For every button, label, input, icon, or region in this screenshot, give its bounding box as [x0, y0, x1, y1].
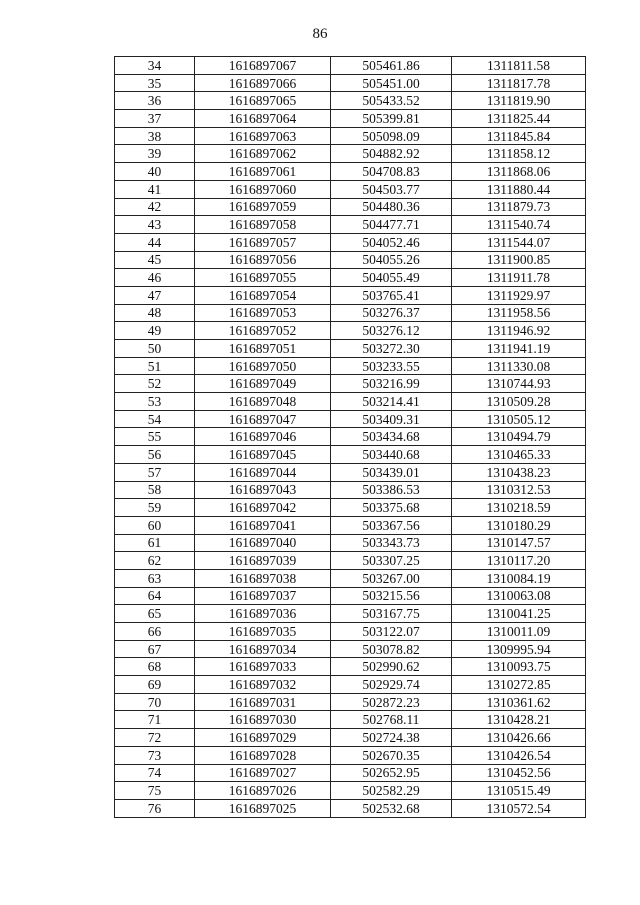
y-coordinate-cell: 1310426.54 [452, 746, 586, 764]
point-id-cell: 1616897064 [195, 110, 331, 128]
x-coordinate-cell: 503233.55 [331, 357, 452, 375]
x-coordinate-cell: 505451.00 [331, 74, 452, 92]
x-coordinate-cell: 503439.01 [331, 463, 452, 481]
point-id-cell: 1616897065 [195, 92, 331, 110]
x-coordinate-cell: 502582.29 [331, 782, 452, 800]
x-coordinate-cell: 502768.11 [331, 711, 452, 729]
point-number-cell: 70 [115, 693, 195, 711]
table-row [115, 340, 586, 358]
table-row [115, 446, 586, 464]
point-id-cell: 1616897057 [195, 233, 331, 251]
y-coordinate-cell: 1311330.08 [452, 357, 586, 375]
x-coordinate-cell: 504477.71 [331, 216, 452, 234]
table-row [115, 569, 586, 587]
point-number-cell: 67 [115, 640, 195, 658]
table-row [115, 304, 586, 322]
x-coordinate-cell: 503375.68 [331, 499, 452, 517]
x-coordinate-cell: 503276.12 [331, 322, 452, 340]
point-id-cell: 1616897053 [195, 304, 331, 322]
point-number-cell: 45 [115, 251, 195, 269]
y-coordinate-cell: 1310426.66 [452, 729, 586, 747]
y-coordinate-cell: 1311825.44 [452, 110, 586, 128]
point-id-cell: 1616897042 [195, 499, 331, 517]
table-row [115, 110, 586, 128]
x-coordinate-cell: 504055.26 [331, 251, 452, 269]
table-row [115, 746, 586, 764]
table-row [115, 640, 586, 658]
table-row [115, 605, 586, 623]
y-coordinate-cell: 1310147.57 [452, 534, 586, 552]
x-coordinate-cell: 502532.68 [331, 799, 452, 817]
point-number-cell: 46 [115, 269, 195, 287]
x-coordinate-cell: 502929.74 [331, 676, 452, 694]
point-id-cell: 1616897026 [195, 782, 331, 800]
y-coordinate-cell: 1310093.75 [452, 658, 586, 676]
point-id-cell: 1616897028 [195, 746, 331, 764]
table-row [115, 782, 586, 800]
point-id-cell: 1616897056 [195, 251, 331, 269]
table-row [115, 428, 586, 446]
x-coordinate-cell: 505433.52 [331, 92, 452, 110]
y-coordinate-cell: 1310465.33 [452, 446, 586, 464]
point-id-cell: 1616897030 [195, 711, 331, 729]
point-number-cell: 71 [115, 711, 195, 729]
x-coordinate-cell: 503343.73 [331, 534, 452, 552]
point-id-cell: 1616897035 [195, 623, 331, 641]
y-coordinate-cell: 1311819.90 [452, 92, 586, 110]
point-id-cell: 1616897060 [195, 180, 331, 198]
table-row [115, 729, 586, 747]
table-row [115, 410, 586, 428]
x-coordinate-cell: 502872.23 [331, 693, 452, 711]
table-row [115, 216, 586, 234]
y-coordinate-cell: 1311879.73 [452, 198, 586, 216]
y-coordinate-cell: 1310572.54 [452, 799, 586, 817]
point-number-cell: 37 [115, 110, 195, 128]
point-number-cell: 39 [115, 145, 195, 163]
table-row [115, 693, 586, 711]
table-row [115, 180, 586, 198]
point-id-cell: 1616897046 [195, 428, 331, 446]
table-row [115, 251, 586, 269]
x-coordinate-cell: 504480.36 [331, 198, 452, 216]
point-id-cell: 1616897036 [195, 605, 331, 623]
y-coordinate-cell: 1310272.85 [452, 676, 586, 694]
table-row [115, 92, 586, 110]
x-coordinate-cell: 503272.30 [331, 340, 452, 358]
point-number-cell: 41 [115, 180, 195, 198]
point-id-cell: 1616897047 [195, 410, 331, 428]
x-coordinate-cell: 503216.99 [331, 375, 452, 393]
table-row [115, 676, 586, 694]
x-coordinate-cell: 503276.37 [331, 304, 452, 322]
point-number-cell: 35 [115, 74, 195, 92]
point-number-cell: 59 [115, 499, 195, 517]
y-coordinate-cell: 1311540.74 [452, 216, 586, 234]
point-number-cell: 62 [115, 552, 195, 570]
table-row [115, 145, 586, 163]
y-coordinate-cell: 1310438.23 [452, 463, 586, 481]
point-number-cell: 48 [115, 304, 195, 322]
table-row [115, 57, 586, 75]
x-coordinate-cell: 504055.49 [331, 269, 452, 287]
point-id-cell: 1616897031 [195, 693, 331, 711]
table-row [115, 552, 586, 570]
point-id-cell: 1616897039 [195, 552, 331, 570]
point-id-cell: 1616897049 [195, 375, 331, 393]
y-coordinate-cell: 1310180.29 [452, 516, 586, 534]
x-coordinate-cell: 503214.41 [331, 393, 452, 411]
table-row [115, 127, 586, 145]
x-coordinate-cell: 502990.62 [331, 658, 452, 676]
table-row [115, 799, 586, 817]
x-coordinate-cell: 502724.38 [331, 729, 452, 747]
point-number-cell: 68 [115, 658, 195, 676]
point-number-cell: 54 [115, 410, 195, 428]
x-coordinate-cell: 505461.86 [331, 57, 452, 75]
table-row [115, 269, 586, 287]
table-row [115, 233, 586, 251]
point-number-cell: 65 [115, 605, 195, 623]
x-coordinate-cell: 503215.56 [331, 587, 452, 605]
y-coordinate-cell: 1310361.62 [452, 693, 586, 711]
table-row [115, 516, 586, 534]
table-row [115, 357, 586, 375]
point-number-cell: 58 [115, 481, 195, 499]
table-row [115, 322, 586, 340]
y-coordinate-cell: 1310117.20 [452, 552, 586, 570]
x-coordinate-cell: 502652.95 [331, 764, 452, 782]
point-number-cell: 73 [115, 746, 195, 764]
point-number-cell: 42 [115, 198, 195, 216]
x-coordinate-cell: 503167.75 [331, 605, 452, 623]
point-id-cell: 1616897059 [195, 198, 331, 216]
point-id-cell: 1616897063 [195, 127, 331, 145]
point-number-cell: 34 [115, 57, 195, 75]
table-row [115, 481, 586, 499]
point-id-cell: 1616897055 [195, 269, 331, 287]
point-number-cell: 53 [115, 393, 195, 411]
point-id-cell: 1616897033 [195, 658, 331, 676]
point-id-cell: 1616897029 [195, 729, 331, 747]
point-number-cell: 72 [115, 729, 195, 747]
point-number-cell: 43 [115, 216, 195, 234]
point-id-cell: 1616897032 [195, 676, 331, 694]
point-number-cell: 66 [115, 623, 195, 641]
y-coordinate-cell: 1310218.59 [452, 499, 586, 517]
table-row [115, 534, 586, 552]
y-coordinate-cell: 1310063.08 [452, 587, 586, 605]
table-row [115, 463, 586, 481]
x-coordinate-cell: 503440.68 [331, 446, 452, 464]
x-coordinate-cell: 502670.35 [331, 746, 452, 764]
x-coordinate-cell: 504882.92 [331, 145, 452, 163]
point-id-cell: 1616897045 [195, 446, 331, 464]
y-coordinate-cell: 1311900.85 [452, 251, 586, 269]
point-number-cell: 36 [115, 92, 195, 110]
x-coordinate-cell: 504708.83 [331, 163, 452, 181]
y-coordinate-cell: 1310428.21 [452, 711, 586, 729]
point-id-cell: 1616897038 [195, 569, 331, 587]
point-number-cell: 75 [115, 782, 195, 800]
point-id-cell: 1616897062 [195, 145, 331, 163]
point-id-cell: 1616897054 [195, 286, 331, 304]
point-number-cell: 55 [115, 428, 195, 446]
y-coordinate-cell: 1310452.56 [452, 764, 586, 782]
x-coordinate-cell: 503367.56 [331, 516, 452, 534]
y-coordinate-cell: 1310744.93 [452, 375, 586, 393]
x-coordinate-cell: 503267.00 [331, 569, 452, 587]
y-coordinate-cell: 1311946.92 [452, 322, 586, 340]
y-coordinate-cell: 1310041.25 [452, 605, 586, 623]
x-coordinate-cell: 504052.46 [331, 233, 452, 251]
x-coordinate-cell: 503307.25 [331, 552, 452, 570]
y-coordinate-cell: 1311911.78 [452, 269, 586, 287]
table-row [115, 198, 586, 216]
x-coordinate-cell: 503078.82 [331, 640, 452, 658]
point-id-cell: 1616897027 [195, 764, 331, 782]
y-coordinate-cell: 1310505.12 [452, 410, 586, 428]
table-row [115, 163, 586, 181]
point-id-cell: 1616897058 [195, 216, 331, 234]
point-number-cell: 69 [115, 676, 195, 694]
y-coordinate-cell: 1310312.53 [452, 481, 586, 499]
table-row [115, 587, 586, 605]
x-coordinate-cell: 503386.53 [331, 481, 452, 499]
x-coordinate-cell: 505399.81 [331, 110, 452, 128]
coordinates-table-body [115, 57, 586, 818]
point-number-cell: 57 [115, 463, 195, 481]
table-row [115, 74, 586, 92]
point-number-cell: 74 [115, 764, 195, 782]
x-coordinate-cell: 505098.09 [331, 127, 452, 145]
point-number-cell: 63 [115, 569, 195, 587]
y-coordinate-cell: 1311544.07 [452, 233, 586, 251]
table-row [115, 623, 586, 641]
point-number-cell: 52 [115, 375, 195, 393]
y-coordinate-cell: 1311811.58 [452, 57, 586, 75]
y-coordinate-cell: 1311817.78 [452, 74, 586, 92]
point-id-cell: 1616897044 [195, 463, 331, 481]
point-id-cell: 1616897043 [195, 481, 331, 499]
point-id-cell: 1616897048 [195, 393, 331, 411]
point-id-cell: 1616897061 [195, 163, 331, 181]
point-id-cell: 1616897041 [195, 516, 331, 534]
y-coordinate-cell: 1311929.97 [452, 286, 586, 304]
x-coordinate-cell: 503409.31 [331, 410, 452, 428]
x-coordinate-cell: 503122.07 [331, 623, 452, 641]
y-coordinate-cell: 1309995.94 [452, 640, 586, 658]
table-row [115, 658, 586, 676]
table-row [115, 499, 586, 517]
y-coordinate-cell: 1311958.56 [452, 304, 586, 322]
point-id-cell: 1616897052 [195, 322, 331, 340]
y-coordinate-cell: 1310515.49 [452, 782, 586, 800]
point-number-cell: 64 [115, 587, 195, 605]
y-coordinate-cell: 1311845.84 [452, 127, 586, 145]
point-number-cell: 50 [115, 340, 195, 358]
y-coordinate-cell: 1310509.28 [452, 393, 586, 411]
x-coordinate-cell: 503765.41 [331, 286, 452, 304]
table-row [115, 711, 586, 729]
point-id-cell: 1616897067 [195, 57, 331, 75]
point-number-cell: 40 [115, 163, 195, 181]
point-id-cell: 1616897037 [195, 587, 331, 605]
point-id-cell: 1616897034 [195, 640, 331, 658]
point-id-cell: 1616897050 [195, 357, 331, 375]
point-number-cell: 49 [115, 322, 195, 340]
coordinates-table [114, 56, 586, 818]
point-number-cell: 44 [115, 233, 195, 251]
table-row [115, 375, 586, 393]
y-coordinate-cell: 1311858.12 [452, 145, 586, 163]
y-coordinate-cell: 1311941.19 [452, 340, 586, 358]
x-coordinate-cell: 504503.77 [331, 180, 452, 198]
y-coordinate-cell: 1311880.44 [452, 180, 586, 198]
point-id-cell: 1616897025 [195, 799, 331, 817]
page-number: 86 [312, 26, 328, 42]
point-number-cell: 56 [115, 446, 195, 464]
y-coordinate-cell: 1310494.79 [452, 428, 586, 446]
table-row [115, 393, 586, 411]
y-coordinate-cell: 1311868.06 [452, 163, 586, 181]
point-id-cell: 1616897066 [195, 74, 331, 92]
point-number-cell: 38 [115, 127, 195, 145]
point-number-cell: 76 [115, 799, 195, 817]
point-number-cell: 61 [115, 534, 195, 552]
y-coordinate-cell: 1310084.19 [452, 569, 586, 587]
table-row [115, 764, 586, 782]
point-number-cell: 47 [115, 286, 195, 304]
x-coordinate-cell: 503434.68 [331, 428, 452, 446]
point-id-cell: 1616897051 [195, 340, 331, 358]
point-number-cell: 60 [115, 516, 195, 534]
table-row [115, 286, 586, 304]
point-id-cell: 1616897040 [195, 534, 331, 552]
point-number-cell: 51 [115, 357, 195, 375]
y-coordinate-cell: 1310011.09 [452, 623, 586, 641]
